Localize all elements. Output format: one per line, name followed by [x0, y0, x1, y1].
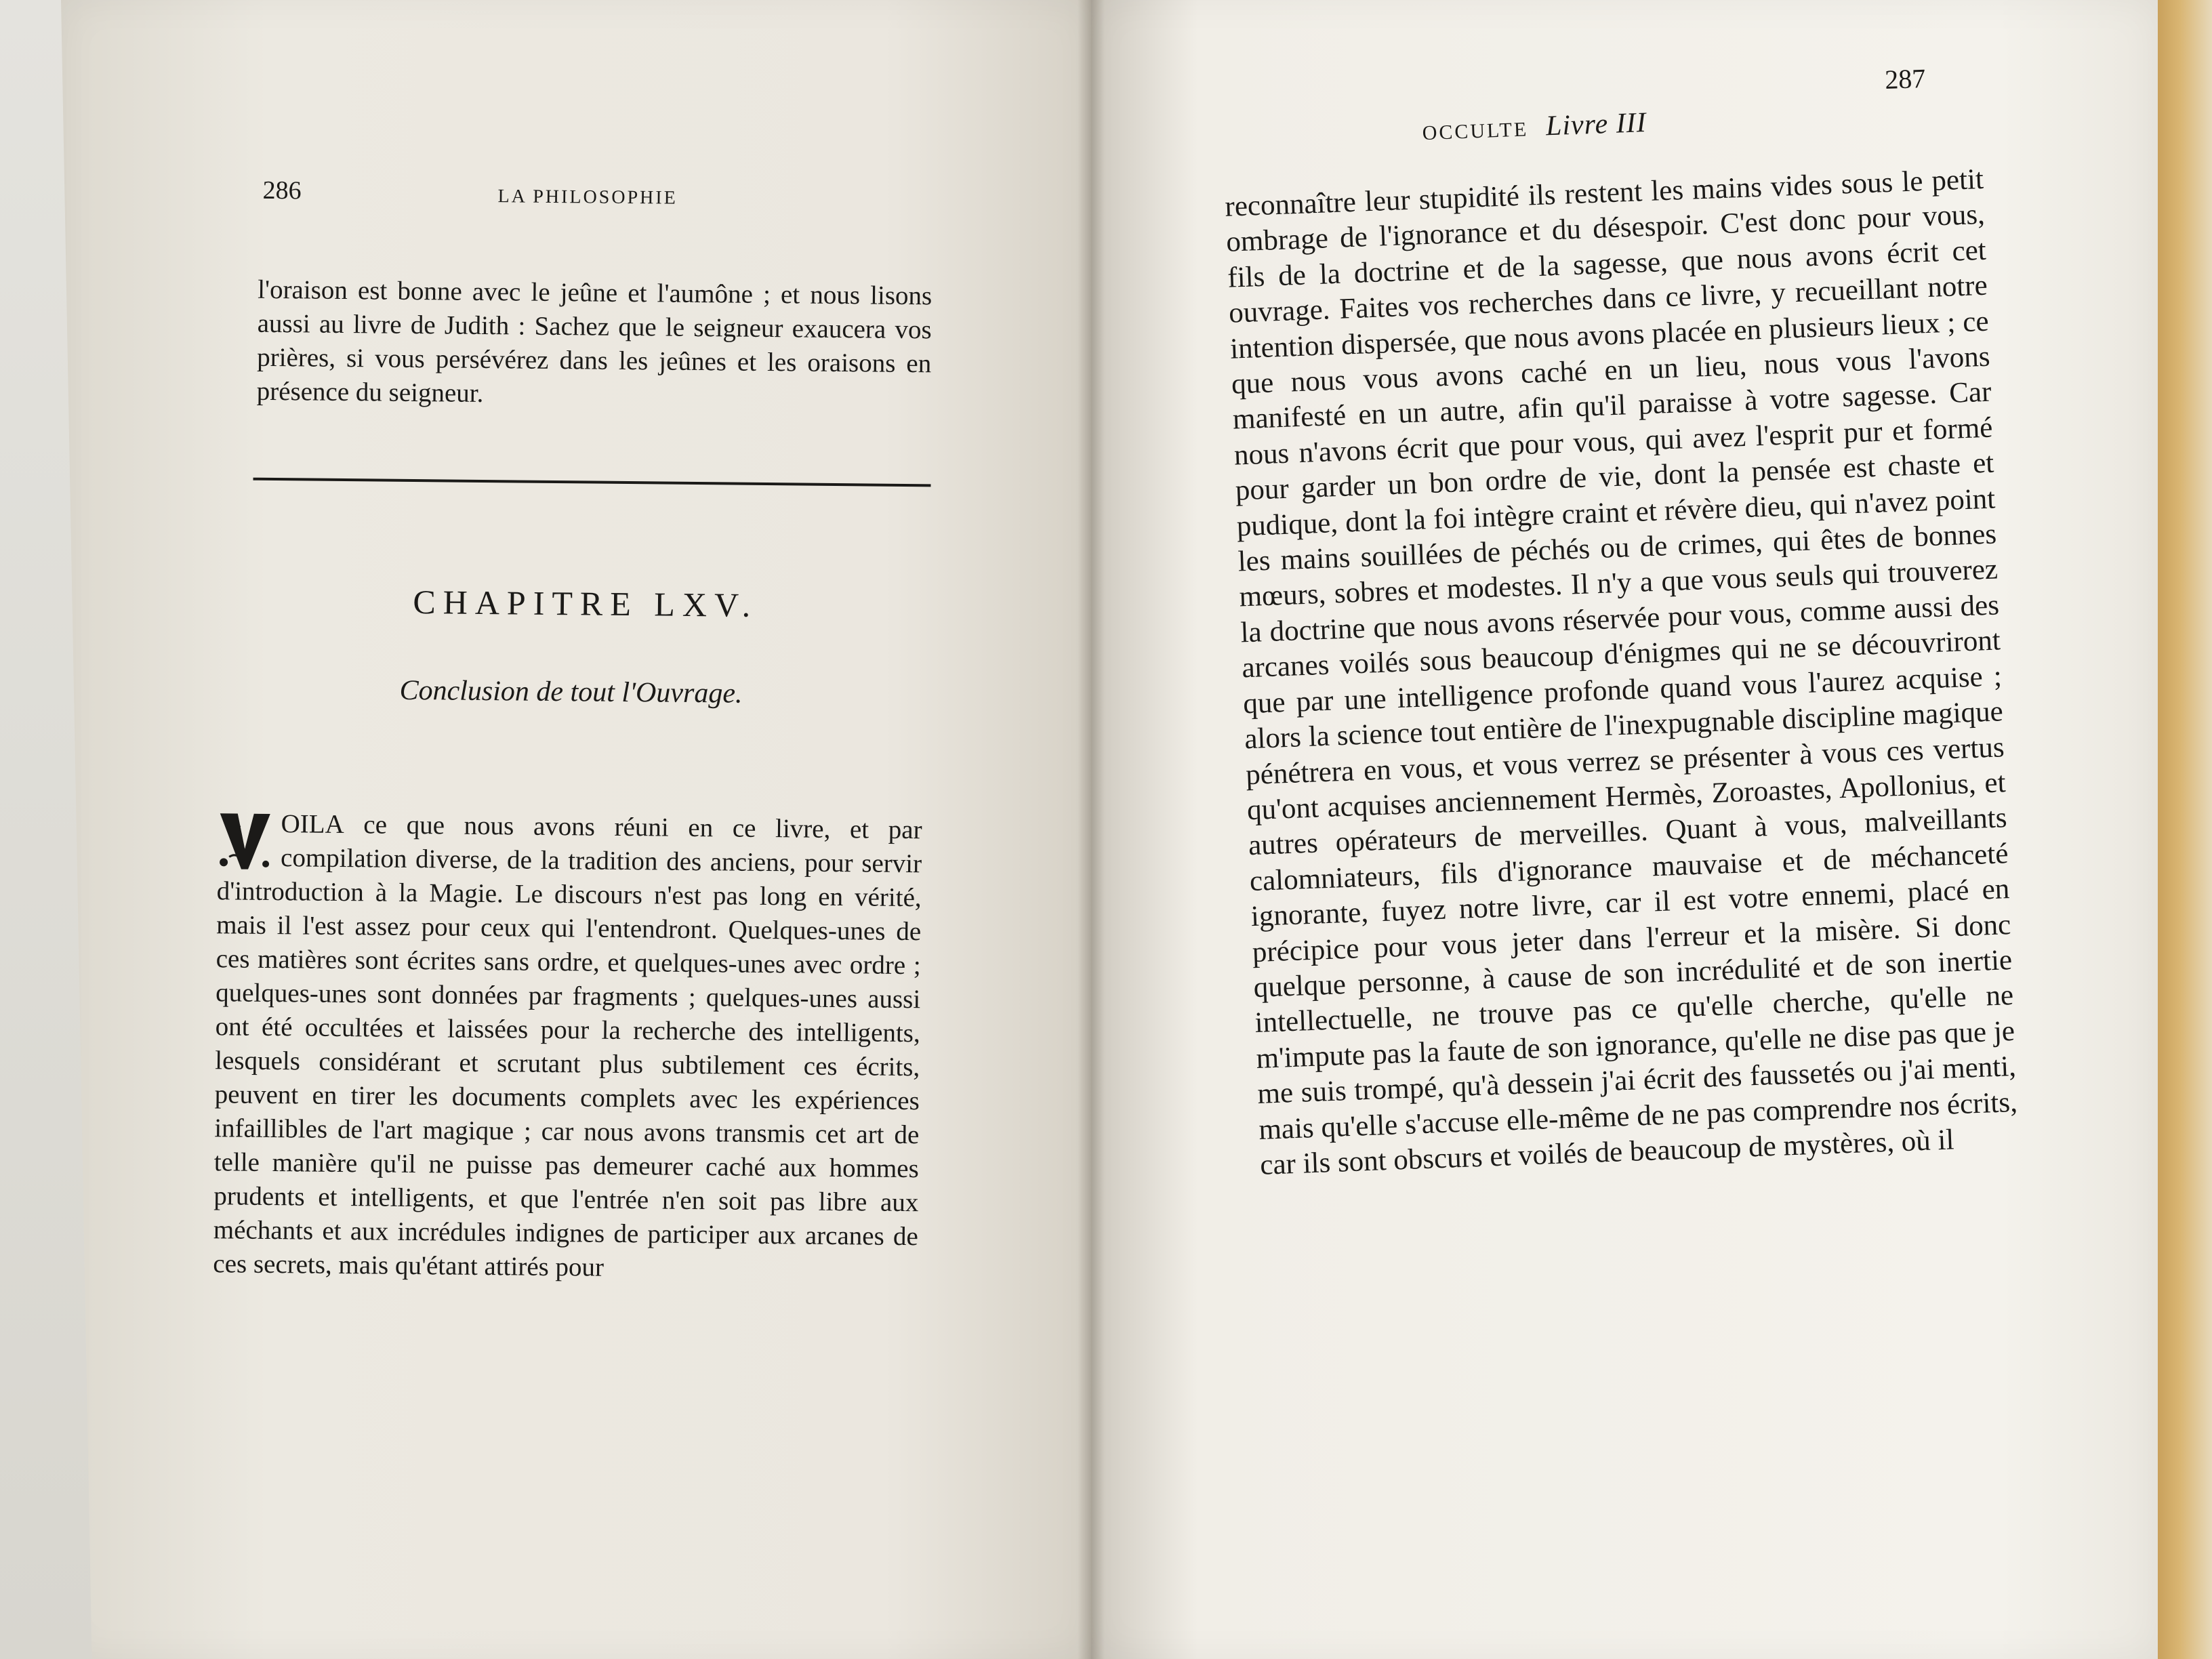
left-page-text-column — [192, 163, 935, 1288]
drop-cap-v-icon — [217, 809, 273, 872]
right-running-title-small: OCCULTE — [1422, 118, 1529, 145]
ornamental-drop-cap — [217, 809, 273, 872]
right-page-text-column — [1220, 39, 2033, 1183]
right-running-title-italic: Livre III — [1545, 107, 1647, 142]
opening-smallcaps: OILA — [281, 809, 344, 840]
chapter-body-paragraph — [213, 806, 922, 1288]
left-running-head — [203, 163, 935, 217]
book-gutter — [1078, 0, 1105, 1659]
left-running-title: LA PHILOSOPHIE — [497, 186, 678, 209]
chapter-body-text: ce que nous avons réuni en ce livre, et par compilation diverse, de la tradition des anciens, pour servir d'introduction à la Magie. Le discours n'est pas long en vérité, mais il l'est assez pour ceux qui l'entendront. Quelques-unes de ces matières sont écrites sans ordre, et quelques-unes avec ordre ; quelques-unes sont données par fragments ; quelques-unes aussi ont été occultées et laissées pour la recherche des intelligents, lesquels considérant et scrutant plus subtilement ces écrits, peuvent en tirer les documents complets avec les expériences infaillibles de l'art magique ; car nous avons transmis cet art de telle manière qu'il ne puisse pas demeurer caché aux hommes prudents et intelligents, et que l'entrée n'en soit pas libre aux méchants et aux incrédules indignes de participer aux arcanes de ces secrets, mais qu'étant attirés pour — [213, 810, 922, 1282]
right-page-number: 287 — [1884, 62, 1927, 96]
right-body-paragraph: reconnaître leur stupidité ils restent les mains vides sous le petit ombrage de l'ignorance et du désespoir. C'est donc pour vous, fils de la doctrine et de la sagesse, que nous avons écrit cet ouvrage. Faites vos recherches dans ce livre, y recueillant notre intention dispersée, que nous avons placée en plusieurs lieux ; ce que nous vous avons caché en un lieu, nous vous l'avons manifesté en un autre, afin qu'il paraisse à votre sagesse. Car nous n'avons écrit que pour vous, qui avez l'esprit pur et formé pour garder un bon ordre de vie, dont la pensée est chaste et pudique, dont la foi intègre craint et révère dieu, qui n'avez point les mains souillées de péchés ou de crimes, qui êtes de bonnes mœurs, sobres et modestes. Il n'y a que vous seuls qui trouverez la doctrine que nous avons réservée pour vous, comme aussi des arcanes voilés sous beaucoup d'énigmes qui ne se découvriront que par une intelligence profonde quand vous l'aurez acquise ; alors la science tout entière de l'inexpugnable discipline magique pénétrera en vous, et vous verrez se présenter à vous ces vertus qu'ont acquises anciennement Hermès, Zoroastes, Apollonius, et autres opérateurs de merveilles. Quant à vous, malveillants calomniateurs, fils d'ignorance mauvaise et de méchanceté ignorante, fuyez notre livre, car il est votre ennemi, placé en précipice pour vous jeter dans l'erreur et la misère. Si donc quelque personne, à cause de son incrédulité et de son inertie intellectuelle, ne trouve pas ce qu'elle cherche, qu'elle ne m'impute pas la faute de son ignorance, qu'elle ne dise pas que je me suis trompé, qu'à dessein j'ai écrit des faussetés ou j'ai menti, mais qu'elle s'accuse elle-même de ne pas comprendre nos écrits, car ils sont obscurs et voilés de beaucoup de mystères, où il — [1224, 163, 2018, 1181]
chapter-title: CHAPITRE LXV. — [413, 583, 758, 624]
right-running-title — [1422, 106, 1647, 147]
top-paragraph: l'oraison est bonne avec le jeûne et l'aumône ; et nous lisons aussi au livre de Judith : Sachez que le seigneur exaucera vos prières, si vous persévérez dans les jeûnes et les oraisons en présence du seigneur. — [256, 274, 933, 408]
chapter-subtitle: Conclusion de tout l'Ouvrage. — [399, 674, 743, 710]
left-page-number: 286 — [262, 176, 302, 205]
chapter-separator-rule — [253, 478, 931, 487]
book-cover-edge — [2158, 0, 2212, 1659]
